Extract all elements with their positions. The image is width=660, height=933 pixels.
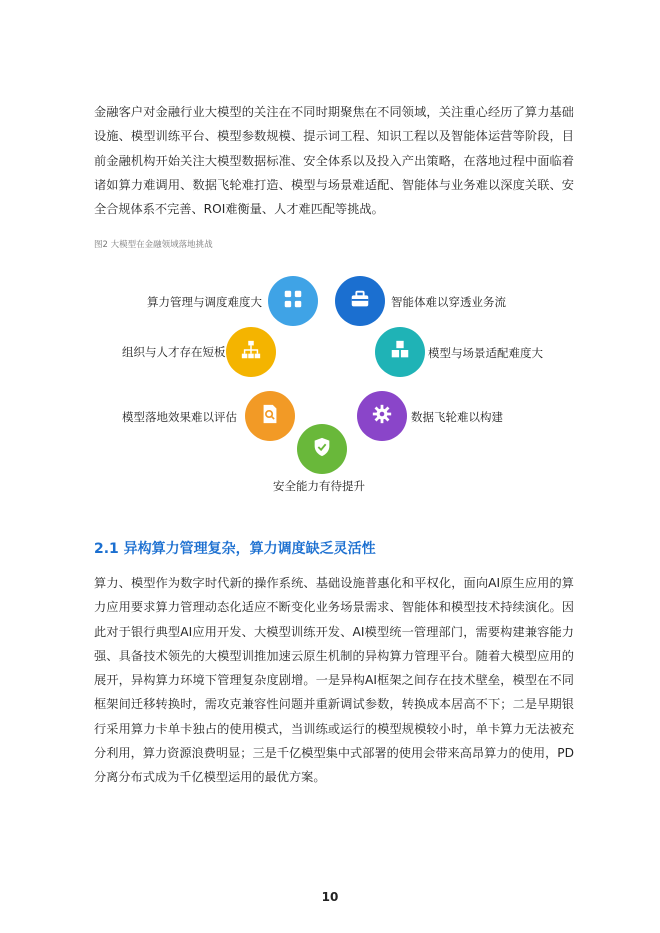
challenge-label: 模型与场景适配难度大 bbox=[428, 346, 543, 360]
apps-grid-icon bbox=[282, 288, 304, 314]
challenge-label: 安全能力有待提升 bbox=[273, 479, 365, 493]
challenge-label: 智能体难以穿透业务流 bbox=[391, 295, 506, 309]
security-node bbox=[297, 424, 347, 474]
challenge-label: 数据飞轮难以构建 bbox=[411, 410, 503, 424]
section-heading: 2.1 异构算力管理复杂，算力调度缺乏灵活性 bbox=[94, 541, 376, 557]
gear-icon bbox=[371, 403, 393, 429]
org-chart-icon bbox=[240, 339, 262, 365]
scenario-node bbox=[375, 327, 425, 377]
challenge-label: 模型落地效果难以评估 bbox=[122, 410, 237, 424]
talent-node bbox=[226, 327, 276, 377]
intro-paragraph: 金融客户对金融行业大模型的关注在不同时期聚焦在不同领域，关注重心经历了算力基础设施、模型训练平台、模型参数规模、提示词工程、知识工程以及智能体运营等阶段，目前金融机构开始关注大模型数据标准、安全体系以及投入产出策略，在落地过程中面临着诸如算力难调用、数据飞轮难打造、模型与场景难适配、智能体与业务难以深度关联、安全合规体系不完善、ROI难衡量、人才难匹配等挑战。 bbox=[94, 105, 574, 217]
section-body: 算力、模型作为数字时代新的操作系统、基础设施普惠化和平权化，面向AI原生应用的算力应用要求算力管理动态化适应不断变化业务场景需求、智能体和模型技术持续演化。因此对于银行典型AI应用开发、大模型训练开发、AI模型统一管理部门，需要构建兼容能力强、具备技术领先的大模型训推加速云原生机制的异构算力管理平台。随着大模型应用的展开，异构算力环境下管理复杂度剧增。一是异构AI框架之间存在技术壁垒，模型在不同框架间迁移转换时，需攻克兼容性问题并重新调试参数，转换成本居高不下；二是早期银行采用算力卡单卡独占的使用模式，当训练或运行的模型规模较小时，单卡算力无法被充分利用，算力资源浪费明显；三是千亿模型集中式部署的使用会带来高昂算力的使用，PD分离分布式成为千亿模型运用的最优方案。 bbox=[94, 576, 574, 785]
page-number: 10 bbox=[321, 890, 339, 904]
figure-caption: 图2 大模型在金融领域落地挑战 bbox=[94, 240, 213, 250]
compute-node bbox=[268, 276, 318, 326]
evaluation-node bbox=[245, 391, 295, 441]
document-search-icon bbox=[259, 403, 281, 429]
shield-check-icon bbox=[311, 436, 333, 462]
data-flywheel-node bbox=[357, 391, 407, 441]
toolbox-icon bbox=[349, 288, 371, 314]
agent-node bbox=[335, 276, 385, 326]
challenge-label: 算力管理与调度难度大 bbox=[147, 295, 262, 309]
challenge-label: 组织与人才存在短板 bbox=[122, 345, 226, 359]
cubes-icon bbox=[389, 339, 411, 365]
